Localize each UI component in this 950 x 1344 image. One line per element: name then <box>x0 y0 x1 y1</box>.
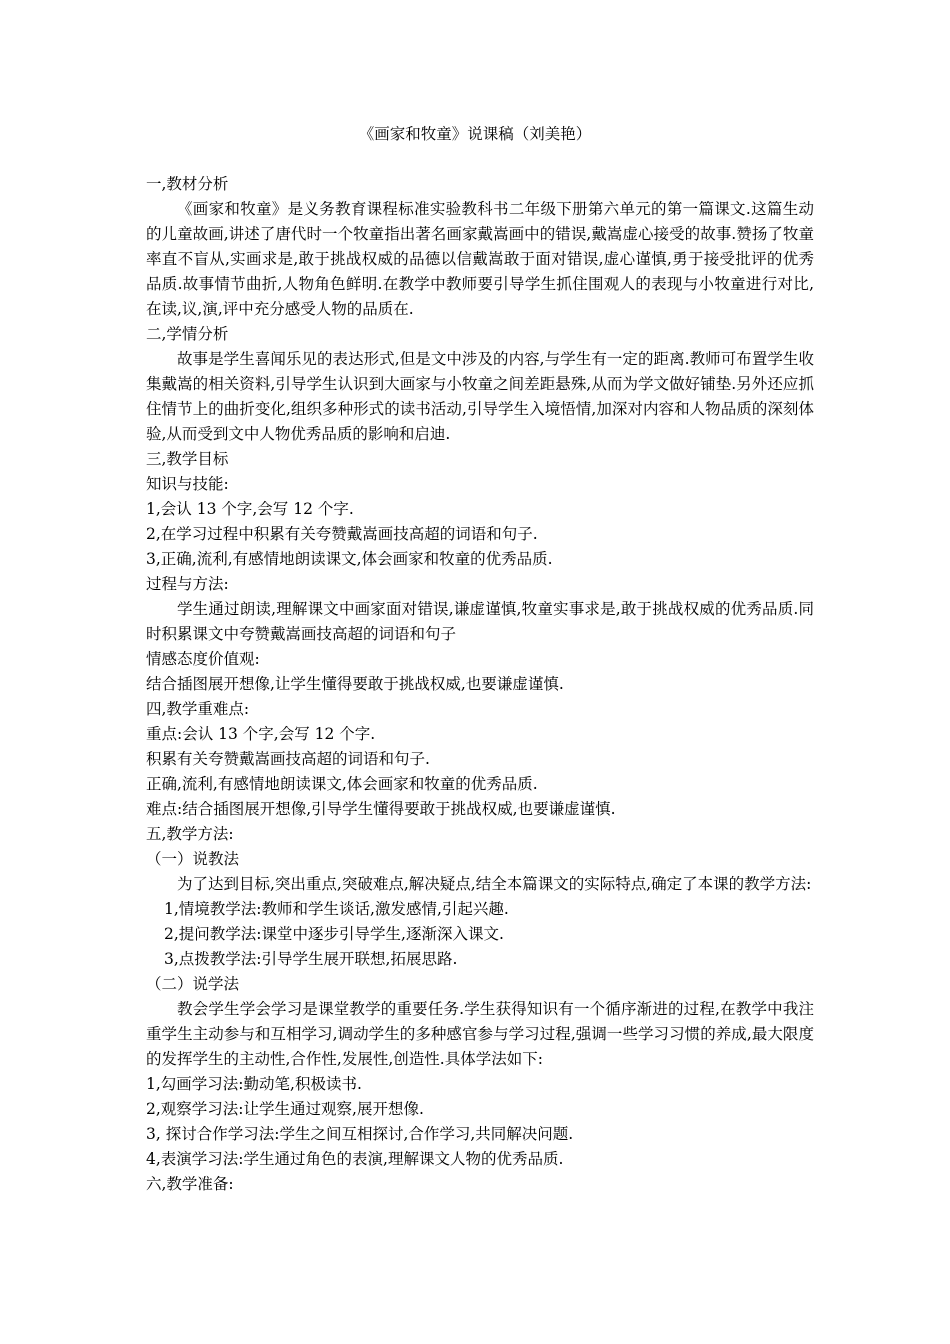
paragraph: 教会学生学会学习是课堂教学的重要任务.学生获得知识有一个循序渐进的过程,在教学中我注重学生主动参与和互相学习,调动学生的多种感官参与学习过程,强调一些学习习惯的养成,最大限度的发挥学生的主动性,合作性,发展性,创造性.具体学法如下: <box>146 1000 814 1068</box>
subheading: 知识与技能: <box>146 475 229 493</box>
document-body <box>146 172 814 1197</box>
list-item: 2,在学习过程中积累有关夸赞戴嵩画技高超的词语和句子. <box>146 525 538 543</box>
text-line: 难点:结合插图展开想像,引导学生懂得要敢于挑战权威,也要谦虚谨慎. <box>146 800 616 818</box>
list-item: 3,正确,流利,有感情地朗读课文,体会画家和牧童的优秀品质. <box>146 550 553 568</box>
text-line: 结合插图展开想像,让学生懂得要敢于挑战权威,也要谦虚谨慎. <box>146 675 564 693</box>
list-item: 1,勾画学习法:勤动笔,积极读书. <box>146 1075 362 1093</box>
section-heading: 二,学情分析 <box>146 325 229 343</box>
paragraph: 学生通过朗读,理解课文中画家面对错误,谦虚谨慎,牧童实事求是,敢于挑战权威的优秀品质.同时积累课文中夸赞戴嵩画技高超的词语和句子 <box>146 600 814 643</box>
paragraph: 为了达到目标,突出重点,突破难点,解决疑点,结全本篇课文的实际特点,确定了本课的教学方法: <box>177 875 812 893</box>
section-heading: 六,教学准备: <box>146 1175 234 1193</box>
page-title: 《画家和牧童》说课稿（刘美艳） <box>358 125 592 143</box>
section-heading: 五,教学方法: <box>146 825 234 843</box>
section-heading: 一,教材分析 <box>146 175 229 193</box>
subheading: 情感态度价值观: <box>146 650 260 668</box>
text-line: 正确,流利,有感情地朗读课文,体会画家和牧童的优秀品质. <box>146 775 538 793</box>
subheading: （一）说教法 <box>146 850 240 868</box>
list-item: 2,观察学习法:让学生通过观察,展开想像. <box>146 1100 424 1118</box>
list-item: 3,点拨教学法:引导学生展开联想,拓展思路. <box>164 950 458 968</box>
list-item: 1,情境教学法:教师和学生谈话,激发感情,引起兴趣. <box>164 900 509 918</box>
paragraph: 故事是学生喜闻乐见的表达形式,但是文中涉及的内容,与学生有一定的距离.教师可布置学生收集戴嵩的相关资料,引导学生认识到大画家与小牧童之间差距悬殊,从而为学文做好铺垫.另外还应抓住情节上的曲折变化,组织多种形式的读书活动,引导学生入境悟情,加深对内容和人物品质的深刻体验,从而受到文中人物优秀品质的影响和启迪. <box>146 350 814 443</box>
section-heading: 三,教学目标 <box>146 450 229 468</box>
text-line: 积累有关夸赞戴嵩画技高超的词语和句子. <box>146 750 430 768</box>
section-heading: 四,教学重难点: <box>146 700 250 718</box>
list-item: 4,表演学习法:学生通过角色的表演,理解课文人物的优秀品质. <box>146 1150 564 1168</box>
subheading: 过程与方法: <box>146 575 229 593</box>
text-line: 重点:会认 13 个字,会写 12 个字. <box>146 725 376 743</box>
paragraph: 《画家和牧童》是义务教育课程标准实验教科书二年级下册第六单元的第一篇课文.这篇生动的儿童故画,讲述了唐代时一个牧童指出著名画家戴嵩画中的错误,戴嵩虚心接受的故事.赞扬了牧童率直不盲从,实画求是,敢于挑战权威的品德以信戴嵩敢于面对错误,虚心谨慎,勇于接受批评的优秀品质.故事情节曲折,人物角色鲜明.在教学中教师要引导学生抓住围观人的表现与小牧童进行对比,在读,议,演,评中充分感受人物的品质在. <box>146 200 814 318</box>
subheading: （二）说学法 <box>146 975 240 993</box>
list-item: 1,会认 13 个字,会写 12 个字. <box>146 500 354 518</box>
list-item: 3, 探讨合作学习法:学生之间互相探讨,合作学习,共同解决问题. <box>146 1125 574 1143</box>
list-item: 2,提问教学法:课堂中逐步引导学生,逐渐深入课文. <box>164 925 504 943</box>
